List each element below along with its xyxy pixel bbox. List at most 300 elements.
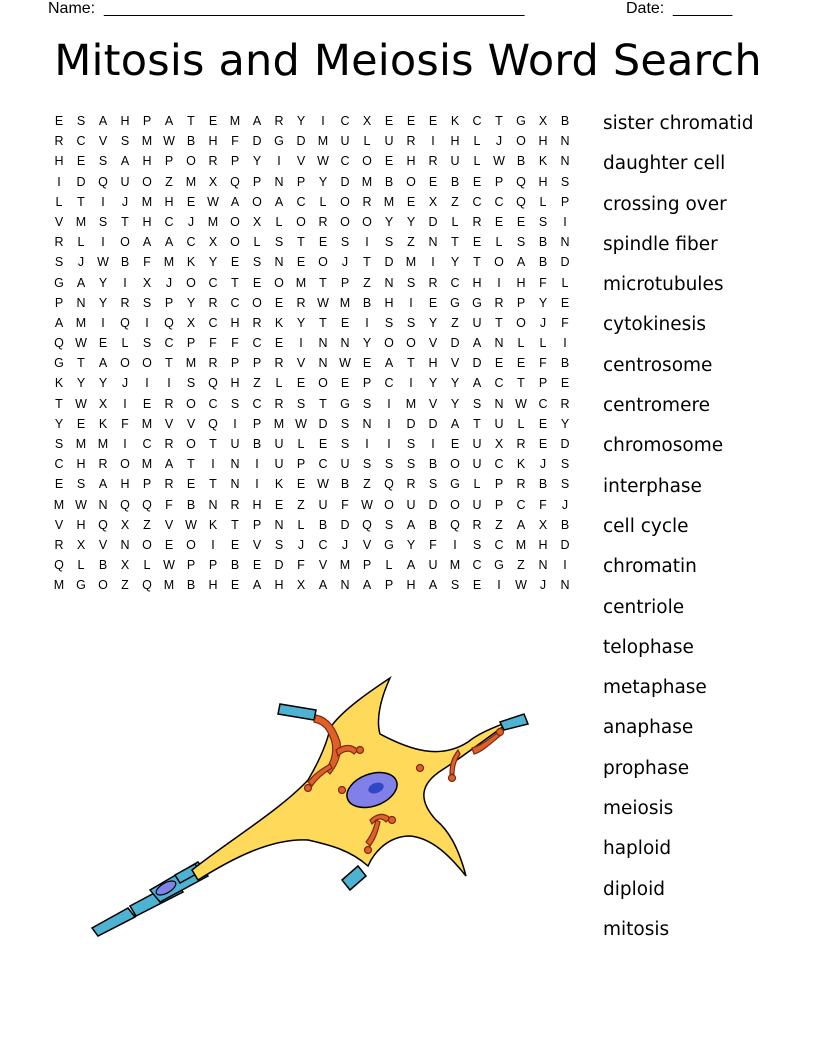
grid-letter[interactable]: Z xyxy=(363,275,371,290)
grid-letter[interactable]: S xyxy=(296,396,306,411)
grid-letter[interactable]: N xyxy=(274,174,284,189)
grid-letter[interactable]: J xyxy=(187,214,195,229)
grid-letter[interactable]: S xyxy=(120,134,130,149)
grid-letter[interactable]: X xyxy=(538,517,548,532)
grid-letter[interactable]: H xyxy=(538,174,548,189)
grid-letter[interactable]: W xyxy=(163,558,175,573)
grid-letter[interactable]: A xyxy=(252,114,262,128)
grid-letter[interactable]: B xyxy=(252,437,262,451)
grid-letter[interactable]: T xyxy=(495,114,503,128)
grid-letter[interactable]: B xyxy=(98,558,108,573)
grid-letter[interactable]: I xyxy=(233,416,237,431)
grid-letter[interactable]: O xyxy=(296,214,306,229)
grid-letter[interactable]: M xyxy=(207,214,219,229)
grid-letter[interactable]: S xyxy=(560,174,570,189)
grid-letter[interactable]: T xyxy=(407,356,415,371)
grid-letter[interactable]: R xyxy=(362,194,372,209)
grid-letter[interactable]: X xyxy=(208,235,218,250)
grid-letter[interactable]: P xyxy=(494,497,504,512)
grid-letter[interactable]: S xyxy=(428,477,438,492)
grid-letter[interactable]: P xyxy=(186,336,196,351)
grid-letter[interactable]: H xyxy=(538,134,548,149)
grid-letter[interactable]: U xyxy=(472,457,482,472)
grid-letter[interactable]: R xyxy=(428,154,438,169)
grid-letter[interactable]: J xyxy=(539,315,547,330)
grid-letter[interactable]: N xyxy=(340,336,350,351)
grid-letter[interactable]: L xyxy=(297,437,305,451)
grid-letter[interactable]: E xyxy=(186,194,196,209)
grid-letter[interactable]: Y xyxy=(450,255,460,270)
grid-letter[interactable]: C xyxy=(494,376,504,391)
grid-letter[interactable]: Z xyxy=(451,315,459,330)
grid-letter[interactable]: G xyxy=(516,114,526,128)
grid-letter[interactable]: O xyxy=(450,457,460,472)
grid-letter[interactable]: P xyxy=(142,114,152,128)
grid-letter[interactable]: E xyxy=(274,295,284,310)
grid-letter[interactable]: L xyxy=(275,214,283,229)
grid-letter[interactable]: Q xyxy=(98,517,108,532)
grid-letter[interactable]: E xyxy=(428,295,438,310)
grid-letter[interactable]: H xyxy=(274,578,284,593)
grid-letter[interactable]: J xyxy=(539,457,547,472)
grid-letter[interactable]: Q xyxy=(516,174,526,189)
grid-letter[interactable]: E xyxy=(54,477,64,492)
grid-letter[interactable]: W xyxy=(317,154,329,169)
grid-letter[interactable]: R xyxy=(274,356,284,371)
grid-letter[interactable]: G xyxy=(54,356,64,371)
grid-letter[interactable]: S xyxy=(406,457,416,472)
grid-letter[interactable]: M xyxy=(141,457,153,472)
grid-letter[interactable]: F xyxy=(209,336,217,351)
grid-letter[interactable]: T xyxy=(77,356,85,371)
grid-letter[interactable]: O xyxy=(340,194,350,209)
grid-letter[interactable]: O xyxy=(120,235,130,250)
grid-letter[interactable]: D xyxy=(384,255,394,270)
grid-letter[interactable]: T xyxy=(473,416,481,431)
grid-letter[interactable]: S xyxy=(362,396,372,411)
grid-letter[interactable]: S xyxy=(54,437,64,451)
grid-letter[interactable]: W xyxy=(75,497,87,512)
grid-letter[interactable]: A xyxy=(406,558,416,573)
grid-letter[interactable]: P xyxy=(54,295,64,310)
grid-letter[interactable]: C xyxy=(142,437,152,451)
grid-letter[interactable]: P xyxy=(186,558,196,573)
grid-letter[interactable]: H xyxy=(76,457,86,472)
grid-letter[interactable]: I xyxy=(211,457,215,472)
grid-letter[interactable]: Y xyxy=(252,154,262,169)
grid-letter[interactable]: O xyxy=(340,214,350,229)
grid-letter[interactable]: O xyxy=(516,134,526,149)
grid-letter[interactable]: M xyxy=(515,537,527,552)
grid-letter[interactable]: M xyxy=(383,194,395,209)
grid-letter[interactable]: H xyxy=(54,154,64,169)
grid-letter[interactable]: K xyxy=(274,477,284,492)
grid-letter[interactable]: O xyxy=(384,336,394,351)
grid-letter[interactable]: M xyxy=(163,578,175,593)
grid-letter[interactable]: T xyxy=(495,315,503,330)
grid-letter[interactable]: D xyxy=(296,134,306,149)
grid-letter[interactable]: L xyxy=(297,517,305,532)
grid-letter[interactable]: W xyxy=(317,295,329,310)
grid-letter[interactable]: O xyxy=(186,154,196,169)
grid-letter[interactable]: I xyxy=(123,437,127,451)
grid-letter[interactable]: I xyxy=(563,336,567,351)
grid-letter[interactable]: A xyxy=(98,356,108,371)
grid-letter[interactable]: M xyxy=(141,194,153,209)
grid-letter[interactable]: H xyxy=(384,295,394,310)
grid-letter[interactable]: E xyxy=(494,214,504,229)
grid-letter[interactable]: X xyxy=(428,194,438,209)
grid-letter[interactable]: B xyxy=(186,134,196,149)
grid-letter[interactable]: Q xyxy=(450,517,460,532)
grid-letter[interactable]: M xyxy=(185,356,197,371)
grid-letter[interactable]: R xyxy=(164,396,174,411)
grid-letter[interactable]: J xyxy=(341,255,349,270)
grid-letter[interactable]: A xyxy=(384,356,394,371)
grid-letter[interactable]: H xyxy=(230,315,240,330)
grid-letter[interactable]: K xyxy=(450,114,460,128)
grid-letter[interactable]: T xyxy=(319,396,327,411)
grid-letter[interactable]: A xyxy=(230,194,240,209)
grid-letter[interactable]: S xyxy=(274,235,284,250)
grid-letter[interactable]: F xyxy=(231,134,239,149)
grid-letter[interactable]: U xyxy=(428,558,438,573)
grid-letter[interactable]: X xyxy=(494,437,504,451)
grid-letter[interactable]: M xyxy=(163,255,175,270)
grid-letter[interactable]: T xyxy=(319,275,327,290)
grid-letter[interactable]: W xyxy=(493,154,505,169)
grid-letter[interactable]: T xyxy=(451,235,459,250)
grid-letter[interactable]: X xyxy=(98,396,108,411)
grid-letter[interactable]: G xyxy=(472,295,482,310)
grid-letter[interactable]: O xyxy=(318,376,328,391)
grid-letter[interactable]: E xyxy=(538,416,548,431)
grid-letter[interactable]: L xyxy=(473,134,481,149)
grid-letter[interactable]: V xyxy=(54,517,64,532)
grid-letter[interactable]: M xyxy=(141,416,153,431)
grid-letter[interactable]: O xyxy=(252,194,262,209)
grid-letter[interactable]: A xyxy=(516,255,526,270)
grid-letter[interactable]: E xyxy=(384,114,394,128)
grid-letter[interactable]: E xyxy=(318,235,328,250)
grid-letter[interactable]: A xyxy=(164,457,174,472)
grid-letter[interactable]: R xyxy=(208,356,218,371)
grid-letter[interactable]: Y xyxy=(450,396,460,411)
grid-letter[interactable]: H xyxy=(450,134,460,149)
grid-letter[interactable]: E xyxy=(296,376,306,391)
grid-letter[interactable]: T xyxy=(77,194,85,209)
grid-letter[interactable]: P xyxy=(362,376,372,391)
grid-letter[interactable]: J xyxy=(341,537,349,552)
grid-letter[interactable]: I xyxy=(145,315,149,330)
grid-letter[interactable]: V xyxy=(428,396,438,411)
grid-letter[interactable]: Y xyxy=(560,416,570,431)
grid-letter[interactable]: R xyxy=(560,396,570,411)
grid-letter[interactable]: M xyxy=(449,558,461,573)
grid-letter[interactable]: L xyxy=(121,336,129,351)
grid-letter[interactable]: I xyxy=(365,235,369,250)
grid-letter[interactable]: S xyxy=(538,214,548,229)
grid-letter[interactable]: P xyxy=(296,457,306,472)
grid-letter[interactable]: E xyxy=(384,154,394,169)
grid-letter[interactable]: Z xyxy=(297,497,305,512)
grid-letter[interactable]: S xyxy=(384,457,394,472)
grid-letter[interactable]: Q xyxy=(142,497,152,512)
grid-letter[interactable]: O xyxy=(186,275,196,290)
grid-letter[interactable]: H xyxy=(406,154,416,169)
grid-letter[interactable]: C xyxy=(494,537,504,552)
grid-letter[interactable]: N xyxy=(362,416,372,431)
grid-letter[interactable]: D xyxy=(406,416,416,431)
grid-letter[interactable]: T xyxy=(473,255,481,270)
grid-letter[interactable]: B xyxy=(516,154,526,169)
grid-letter[interactable]: F xyxy=(297,558,305,573)
grid-letter[interactable]: I xyxy=(299,336,303,351)
grid-letter[interactable]: F xyxy=(143,255,151,270)
grid-letter[interactable]: O xyxy=(362,214,372,229)
grid-letter[interactable]: Z xyxy=(517,558,525,573)
grid-letter[interactable]: T xyxy=(55,396,63,411)
grid-letter[interactable]: L xyxy=(561,275,569,290)
grid-letter[interactable]: C xyxy=(54,457,64,472)
grid-letter[interactable]: Z xyxy=(143,517,151,532)
grid-letter[interactable]: E xyxy=(494,356,504,371)
grid-letter[interactable]: F xyxy=(121,416,129,431)
grid-letter[interactable]: E xyxy=(252,275,262,290)
grid-letter[interactable]: O xyxy=(120,356,130,371)
grid-letter[interactable]: O xyxy=(252,295,262,310)
grid-letter[interactable]: S xyxy=(340,235,350,250)
grid-letter[interactable]: W xyxy=(97,255,109,270)
grid-letter[interactable]: W xyxy=(515,578,527,593)
grid-letter[interactable]: A xyxy=(406,517,416,532)
grid-letter[interactable]: U xyxy=(340,134,350,149)
grid-letter[interactable]: R xyxy=(472,214,482,229)
grid-letter[interactable]: S xyxy=(406,315,416,330)
grid-letter[interactable]: C xyxy=(340,154,350,169)
grid-letter[interactable]: I xyxy=(365,315,369,330)
grid-letter[interactable]: I xyxy=(101,235,105,250)
grid-letter[interactable]: E xyxy=(340,376,350,391)
grid-letter[interactable]: S xyxy=(98,214,108,229)
grid-letter[interactable]: Y xyxy=(76,376,86,391)
grid-letter[interactable]: U xyxy=(274,457,284,472)
grid-letter[interactable]: S xyxy=(340,416,350,431)
grid-letter[interactable]: R xyxy=(494,295,504,310)
grid-letter[interactable]: S xyxy=(472,537,482,552)
grid-letter[interactable]: A xyxy=(252,578,262,593)
grid-letter[interactable]: M xyxy=(97,437,109,451)
grid-letter[interactable]: N xyxy=(318,356,328,371)
grid-letter[interactable]: C xyxy=(186,235,196,250)
grid-letter[interactable]: O xyxy=(186,396,196,411)
grid-letter[interactable]: U xyxy=(340,457,350,472)
grid-letter[interactable]: U xyxy=(318,497,328,512)
grid-letter[interactable]: N xyxy=(230,477,240,492)
grid-letter[interactable]: E xyxy=(560,376,570,391)
grid-letter[interactable]: S xyxy=(560,457,570,472)
grid-letter[interactable]: B xyxy=(560,114,570,128)
grid-letter[interactable]: P xyxy=(494,174,504,189)
grid-letter[interactable]: X xyxy=(186,315,196,330)
grid-letter[interactable]: S xyxy=(384,517,394,532)
grid-letter[interactable]: P xyxy=(340,275,350,290)
grid-letter[interactable]: X xyxy=(252,214,262,229)
grid-letter[interactable]: D xyxy=(274,558,284,573)
grid-letter[interactable]: W xyxy=(361,497,373,512)
grid-letter[interactable]: A xyxy=(472,376,482,391)
grid-letter[interactable]: A xyxy=(164,114,174,128)
date-field[interactable]: _______ xyxy=(673,0,732,17)
grid-letter[interactable]: M xyxy=(75,437,87,451)
grid-letter[interactable]: X xyxy=(296,578,306,593)
grid-letter[interactable]: P xyxy=(560,194,570,209)
grid-letter[interactable]: S xyxy=(76,477,86,492)
grid-letter[interactable]: A xyxy=(76,275,86,290)
grid-letter[interactable]: R xyxy=(208,154,218,169)
grid-letter[interactable]: Y xyxy=(406,214,416,229)
grid-letter[interactable]: U xyxy=(472,497,482,512)
grid-letter[interactable]: T xyxy=(231,275,239,290)
grid-letter[interactable]: I xyxy=(101,194,105,209)
grid-letter[interactable]: C xyxy=(208,396,218,411)
grid-letter[interactable]: V xyxy=(164,416,174,431)
grid-letter[interactable]: T xyxy=(231,517,239,532)
grid-letter[interactable]: M xyxy=(185,174,197,189)
grid-letter[interactable]: C xyxy=(296,194,306,209)
grid-letter[interactable]: C xyxy=(472,114,482,128)
grid-letter[interactable]: J xyxy=(495,134,503,149)
grid-letter[interactable]: C xyxy=(450,275,460,290)
grid-letter[interactable]: I xyxy=(563,558,567,573)
grid-letter[interactable]: P xyxy=(164,154,174,169)
grid-letter[interactable]: D xyxy=(252,134,262,149)
grid-letter[interactable]: H xyxy=(142,154,152,169)
grid-letter[interactable]: Z xyxy=(121,578,129,593)
grid-letter[interactable]: A xyxy=(362,578,372,593)
grid-letter[interactable]: Q xyxy=(516,194,526,209)
grid-letter[interactable]: V xyxy=(318,558,328,573)
grid-letter[interactable]: W xyxy=(317,477,329,492)
grid-letter[interactable]: P xyxy=(230,356,240,371)
grid-letter[interactable]: C xyxy=(384,376,394,391)
grid-letter[interactable]: R xyxy=(164,437,174,451)
grid-letter[interactable]: U xyxy=(472,315,482,330)
grid-letter[interactable]: S xyxy=(362,457,372,472)
grid-letter[interactable]: H xyxy=(252,497,262,512)
grid-letter[interactable]: S xyxy=(406,275,416,290)
grid-letter[interactable]: J xyxy=(297,537,305,552)
grid-letter[interactable]: V xyxy=(428,336,438,351)
grid-letter[interactable]: C xyxy=(340,114,350,128)
grid-letter[interactable]: Y xyxy=(98,376,108,391)
grid-letter[interactable]: X xyxy=(142,275,152,290)
grid-letter[interactable]: O xyxy=(406,336,416,351)
grid-letter[interactable]: E xyxy=(208,114,218,128)
grid-letter[interactable]: I xyxy=(211,537,215,552)
grid-letter[interactable]: I xyxy=(453,537,457,552)
grid-letter[interactable]: G xyxy=(384,537,394,552)
grid-letter[interactable]: C xyxy=(318,537,328,552)
grid-letter[interactable]: V xyxy=(164,517,174,532)
grid-letter[interactable]: O xyxy=(230,214,240,229)
grid-letter[interactable]: C xyxy=(76,134,86,149)
grid-letter[interactable]: X xyxy=(208,174,218,189)
grid-letter[interactable]: E xyxy=(472,174,482,189)
grid-letter[interactable]: Q xyxy=(208,416,218,431)
grid-letter[interactable]: A xyxy=(318,578,328,593)
grid-letter[interactable]: N xyxy=(274,517,284,532)
grid-letter[interactable]: C xyxy=(208,275,218,290)
grid-letter[interactable]: S xyxy=(186,376,196,391)
grid-letter[interactable]: D xyxy=(560,255,570,270)
grid-letter[interactable]: O xyxy=(494,255,504,270)
grid-letter[interactable]: Z xyxy=(253,376,261,391)
grid-letter[interactable]: S xyxy=(472,396,482,411)
grid-letter[interactable]: R xyxy=(54,134,64,149)
grid-letter[interactable]: U xyxy=(494,416,504,431)
grid-letter[interactable]: B xyxy=(230,558,240,573)
grid-letter[interactable]: V xyxy=(450,356,460,371)
grid-letter[interactable]: U xyxy=(230,437,240,451)
grid-letter[interactable]: F xyxy=(539,356,547,371)
grid-letter[interactable]: C xyxy=(494,194,504,209)
grid-letter[interactable]: E xyxy=(186,477,196,492)
grid-letter[interactable]: X xyxy=(120,517,130,532)
grid-letter[interactable]: V xyxy=(296,154,306,169)
grid-letter[interactable]: I xyxy=(123,396,127,411)
grid-letter[interactable]: T xyxy=(209,437,217,451)
grid-letter[interactable]: K xyxy=(538,154,548,169)
grid-letter[interactable]: E xyxy=(450,437,460,451)
grid-letter[interactable]: E xyxy=(98,336,108,351)
grid-letter[interactable]: H xyxy=(472,275,482,290)
grid-letter[interactable]: E xyxy=(274,497,284,512)
grid-letter[interactable]: V xyxy=(54,214,64,229)
grid-letter[interactable]: O xyxy=(384,497,394,512)
grid-letter[interactable]: I xyxy=(321,114,325,128)
grid-letter[interactable]: M xyxy=(75,315,87,330)
grid-letter[interactable]: K xyxy=(186,255,196,270)
grid-letter[interactable]: S xyxy=(406,437,416,451)
grid-letter[interactable]: V xyxy=(186,416,196,431)
grid-letter[interactable]: C xyxy=(208,315,218,330)
grid-letter[interactable]: B xyxy=(538,477,548,492)
grid-letter[interactable]: S xyxy=(252,255,262,270)
grid-letter[interactable]: G xyxy=(76,578,86,593)
grid-letter[interactable]: Y xyxy=(208,255,218,270)
grid-letter[interactable]: B xyxy=(340,477,350,492)
grid-letter[interactable]: N xyxy=(120,537,130,552)
grid-letter[interactable]: B xyxy=(384,174,394,189)
grid-letter[interactable]: Y xyxy=(406,537,416,552)
grid-letter[interactable]: M xyxy=(339,558,351,573)
grid-letter[interactable]: L xyxy=(55,194,63,209)
grid-letter[interactable]: T xyxy=(187,114,195,128)
grid-letter[interactable]: C xyxy=(538,396,548,411)
grid-letter[interactable]: I xyxy=(123,275,127,290)
grid-letter[interactable]: D xyxy=(76,174,86,189)
grid-letter[interactable]: W xyxy=(185,517,197,532)
grid-letter[interactable]: E xyxy=(560,295,570,310)
grid-letter[interactable]: L xyxy=(319,194,327,209)
grid-letter[interactable]: Z xyxy=(165,174,173,189)
grid-letter[interactable]: J xyxy=(561,497,569,512)
grid-letter[interactable]: J xyxy=(77,255,85,270)
grid-letter[interactable]: B xyxy=(186,578,196,593)
grid-letter[interactable]: S xyxy=(384,315,394,330)
grid-letter[interactable]: Y xyxy=(98,295,108,310)
